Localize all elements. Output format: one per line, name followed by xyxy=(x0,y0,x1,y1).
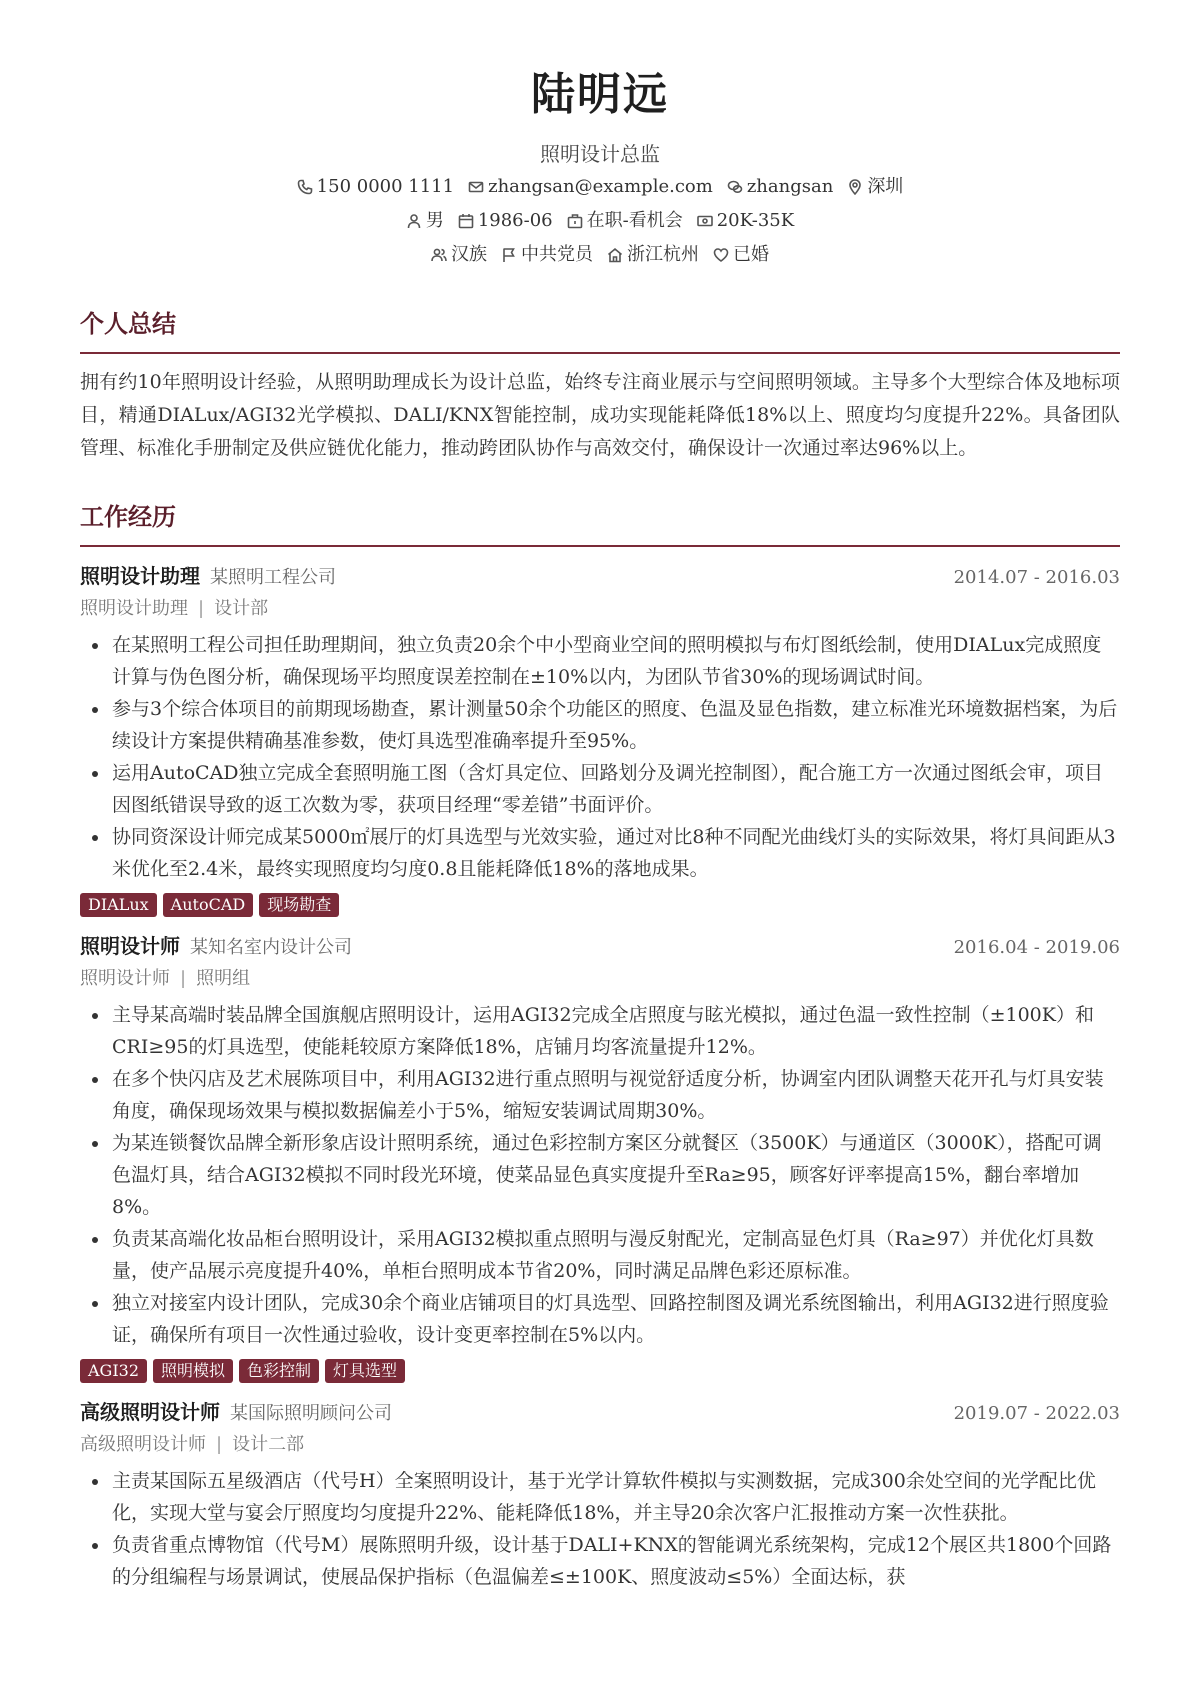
job-role: 高级照明设计师 xyxy=(80,1400,220,1424)
contact-row xyxy=(80,170,1120,204)
phone-item xyxy=(297,170,454,204)
job-subline xyxy=(80,963,1120,995)
resume-header xyxy=(80,0,1120,272)
politics-item xyxy=(501,238,593,272)
marital-item xyxy=(713,238,769,272)
wechat-icon xyxy=(727,179,743,195)
job-entry xyxy=(80,1397,1120,1593)
hometown-text: 浙江杭州 xyxy=(627,244,699,265)
job-company: 某国际照明顾问公司 xyxy=(230,1403,392,1424)
briefcase-icon xyxy=(567,213,583,229)
skill-tag: 色彩控制 xyxy=(239,1359,319,1383)
group-icon xyxy=(431,247,447,263)
flag-icon xyxy=(501,247,517,263)
salary-text: 20K-35K xyxy=(716,210,795,231)
separator: | xyxy=(180,968,187,989)
calendar-icon xyxy=(458,213,474,229)
wechat-text: zhangsan xyxy=(746,176,834,197)
job-bullet: • 主责某国际五星级酒店（代号H）全案照明设计，基于光学计算软件模拟与实测数据，完成300余处空间的光学配比优化，实现大堂与宴会厅照度均匀度提升22%、能耗降低18%，并主导20余次客户汇报推动方案一次性获批。 xyxy=(110,1465,1120,1529)
job-bullet: • 运用AutoCAD独立完成全套照明施工图（含灯具定位、回路划分及调光控制图），配合施工方一次通过图纸会审，项目因图纸错误导致的返工次数为零，获项目经理“零差错”书面评价。 xyxy=(110,757,1120,821)
location-icon xyxy=(847,179,863,195)
job-role: 照明设计师 xyxy=(80,934,180,958)
birth-item xyxy=(458,204,553,238)
ethnicity-text: 汉族 xyxy=(451,244,487,265)
birth-text: 1986-06 xyxy=(477,210,553,231)
job-company: 某照明工程公司 xyxy=(210,567,336,588)
mail-icon xyxy=(468,179,484,195)
job-header xyxy=(80,561,1120,593)
job-department: 设计部 xyxy=(214,598,269,619)
location-text: 深圳 xyxy=(867,176,904,197)
skill-tag: 照明模拟 xyxy=(153,1359,233,1383)
money-icon xyxy=(697,213,713,229)
skill-tags xyxy=(80,1359,1120,1383)
phone-icon xyxy=(297,179,313,195)
job-role: 照明设计助理 xyxy=(80,564,200,588)
status-item xyxy=(567,204,683,238)
job-bullet: • 负责省重点博物馆（代号M）展陈照明升级，设计基于DALI+KNX的智能调光系统架构，完成12个展区共1800个回路的分组编程与场景调试，使展品保护指标（色温偏差≤±100K、照度波动≤5%）全面达标，获 xyxy=(110,1529,1120,1593)
job-bullet: • 为某连锁餐饮品牌全新形象店设计照明系统，通过色彩控制方案区分就餐区（3500K）与通道区（3000K），搭配可调色温灯具，结合AGI32模拟不同时段光环境，使菜品显色真实度提升至Ra≥95，顾客好评率提高15%，翻台率增加8%。 xyxy=(110,1127,1120,1223)
skill-tags xyxy=(80,893,1120,917)
skill-tag: 灯具选型 xyxy=(325,1359,405,1383)
candidate-name: 陆明远 xyxy=(531,69,669,120)
job-bullet: • 协同资深设计师完成某5000㎡展厅的灯具选型与光效实验，通过对比8种不同配光曲线灯头的实际效果，将灯具间距从3米优化至2.4米，最终实现照度均匀度0.8且能耗降低18%的落地成果。 xyxy=(110,821,1120,885)
summary-text: 拥有约10年照明设计经验，从照明助理成长为设计总监，始终专注商业展示与空间照明领域。主导多个大型综合体及地标项目，精通DIALux/AGI32光学模拟、DALI/KNX智能控制，成功实现能耗降低18%以上、照度均匀度提升22%。具备团队管理、标准化手册制定及供应链优化能力，推动跨团队协作与高效交付，确保设计一次通过率达96%以上。 xyxy=(80,371,1120,459)
skill-tag: DIALux xyxy=(80,893,157,917)
job-position: 高级照明设计师 xyxy=(80,1434,206,1455)
summary-heading: 个人总结 xyxy=(80,306,1120,354)
skill-tag: AutoCAD xyxy=(163,893,254,917)
job-bullet: • 负责某高端化妆品柜台照明设计，采用AGI32模拟重点照明与漫反射配光，定制高显色灯具（Ra≥97）并优化灯具数量，使产品展示亮度提升40%，单柜台照明成本节省20%，同时满足品牌色彩还原标准。 xyxy=(110,1223,1120,1287)
person-icon xyxy=(406,213,422,229)
email-item xyxy=(468,170,713,204)
job-role-group xyxy=(80,931,352,963)
resume-page xyxy=(80,0,1120,1593)
job-date: 2014.07 - 2016.03 xyxy=(953,567,1120,588)
home-icon xyxy=(607,247,623,263)
job-bullet: • 在多个快闪店及艺术展陈项目中，利用AGI32进行重点照明与视觉舒适度分析，协调室内团队调整天花开孔与灯具安装角度，确保现场效果与模拟数据偏差小于5%，缩短安装调试周期30%。 xyxy=(110,1063,1120,1127)
job-role-group xyxy=(80,561,336,593)
ethnicity-item xyxy=(431,238,487,272)
experience-heading: 工作经历 xyxy=(80,499,1120,547)
gender-item xyxy=(406,204,444,238)
gender-text: 男 xyxy=(425,210,444,231)
hometown-item xyxy=(607,238,699,272)
wechat-item xyxy=(727,170,833,204)
background-row xyxy=(80,238,1120,272)
job-entry xyxy=(80,931,1120,1383)
job-bullet: • 独立对接室内设计团队，完成30余个商业店铺项目的灯具选型、回路控制图及调光系统图输出，利用AGI32进行照度验证，确保所有项目一次性通过验收，设计变更率控制在5%以内。 xyxy=(110,1287,1120,1351)
job-bullet: • 参与3个综合体项目的前期现场勘查，累计测量50余个功能区的照度、色温及显色指数，建立标准光环境数据档案，为后续设计方案提供精确基准参数，使灯具选型准确率提升至95%。 xyxy=(110,693,1120,757)
heart-icon xyxy=(713,247,729,263)
job-department: 照明组 xyxy=(196,968,251,989)
separator: | xyxy=(198,598,205,619)
personal-row xyxy=(80,204,1120,238)
job-subline xyxy=(80,1429,1120,1461)
job-bullets xyxy=(80,999,1120,1351)
marital-text: 已婚 xyxy=(733,244,769,265)
job-header xyxy=(80,1397,1120,1429)
politics-text: 中共党员 xyxy=(521,244,593,265)
phone-text: 150 0000 1111 xyxy=(316,176,455,197)
job-date: 2016.04 - 2019.06 xyxy=(953,937,1120,958)
job-subline xyxy=(80,593,1120,625)
job-header xyxy=(80,931,1120,963)
salary-item xyxy=(697,204,794,238)
job-entry xyxy=(80,561,1120,917)
job-bullets xyxy=(80,1465,1120,1593)
email-text: zhangsan@example.com xyxy=(488,176,713,197)
job-bullet: • 在某照明工程公司担任助理期间，独立负责20余个中小型商业空间的照明模拟与布灯图纸绘制，使用DIALux完成照度计算与伪色图分析，确保现场平均照度误差控制在±10%以内，为团队节省30%的现场调试时间。 xyxy=(110,629,1120,693)
skill-tag: AGI32 xyxy=(80,1359,147,1383)
job-bullet: • 主导某高端时装品牌全国旗舰店照明设计，运用AGI32完成全店照度与眩光模拟，通过色温一致性控制（±100K）和CRI≥95的灯具选型，使能耗较原方案降低18%，店铺月均客流量提升12%。 xyxy=(110,999,1120,1063)
job-company: 某知名室内设计公司 xyxy=(190,937,352,958)
separator: | xyxy=(216,1434,223,1455)
skill-tag: 现场勘查 xyxy=(259,893,339,917)
job-department: 设计二部 xyxy=(232,1434,305,1455)
job-position: 照明设计师 xyxy=(80,968,170,989)
location-item xyxy=(847,170,903,204)
job-position: 照明设计助理 xyxy=(80,598,188,619)
job-date: 2019.07 - 2022.03 xyxy=(953,1403,1120,1424)
job-bullets xyxy=(80,629,1120,885)
status-text: 在职-看机会 xyxy=(586,210,683,231)
candidate-title: 照明设计总监 xyxy=(540,142,660,166)
job-role-group xyxy=(80,1397,392,1429)
